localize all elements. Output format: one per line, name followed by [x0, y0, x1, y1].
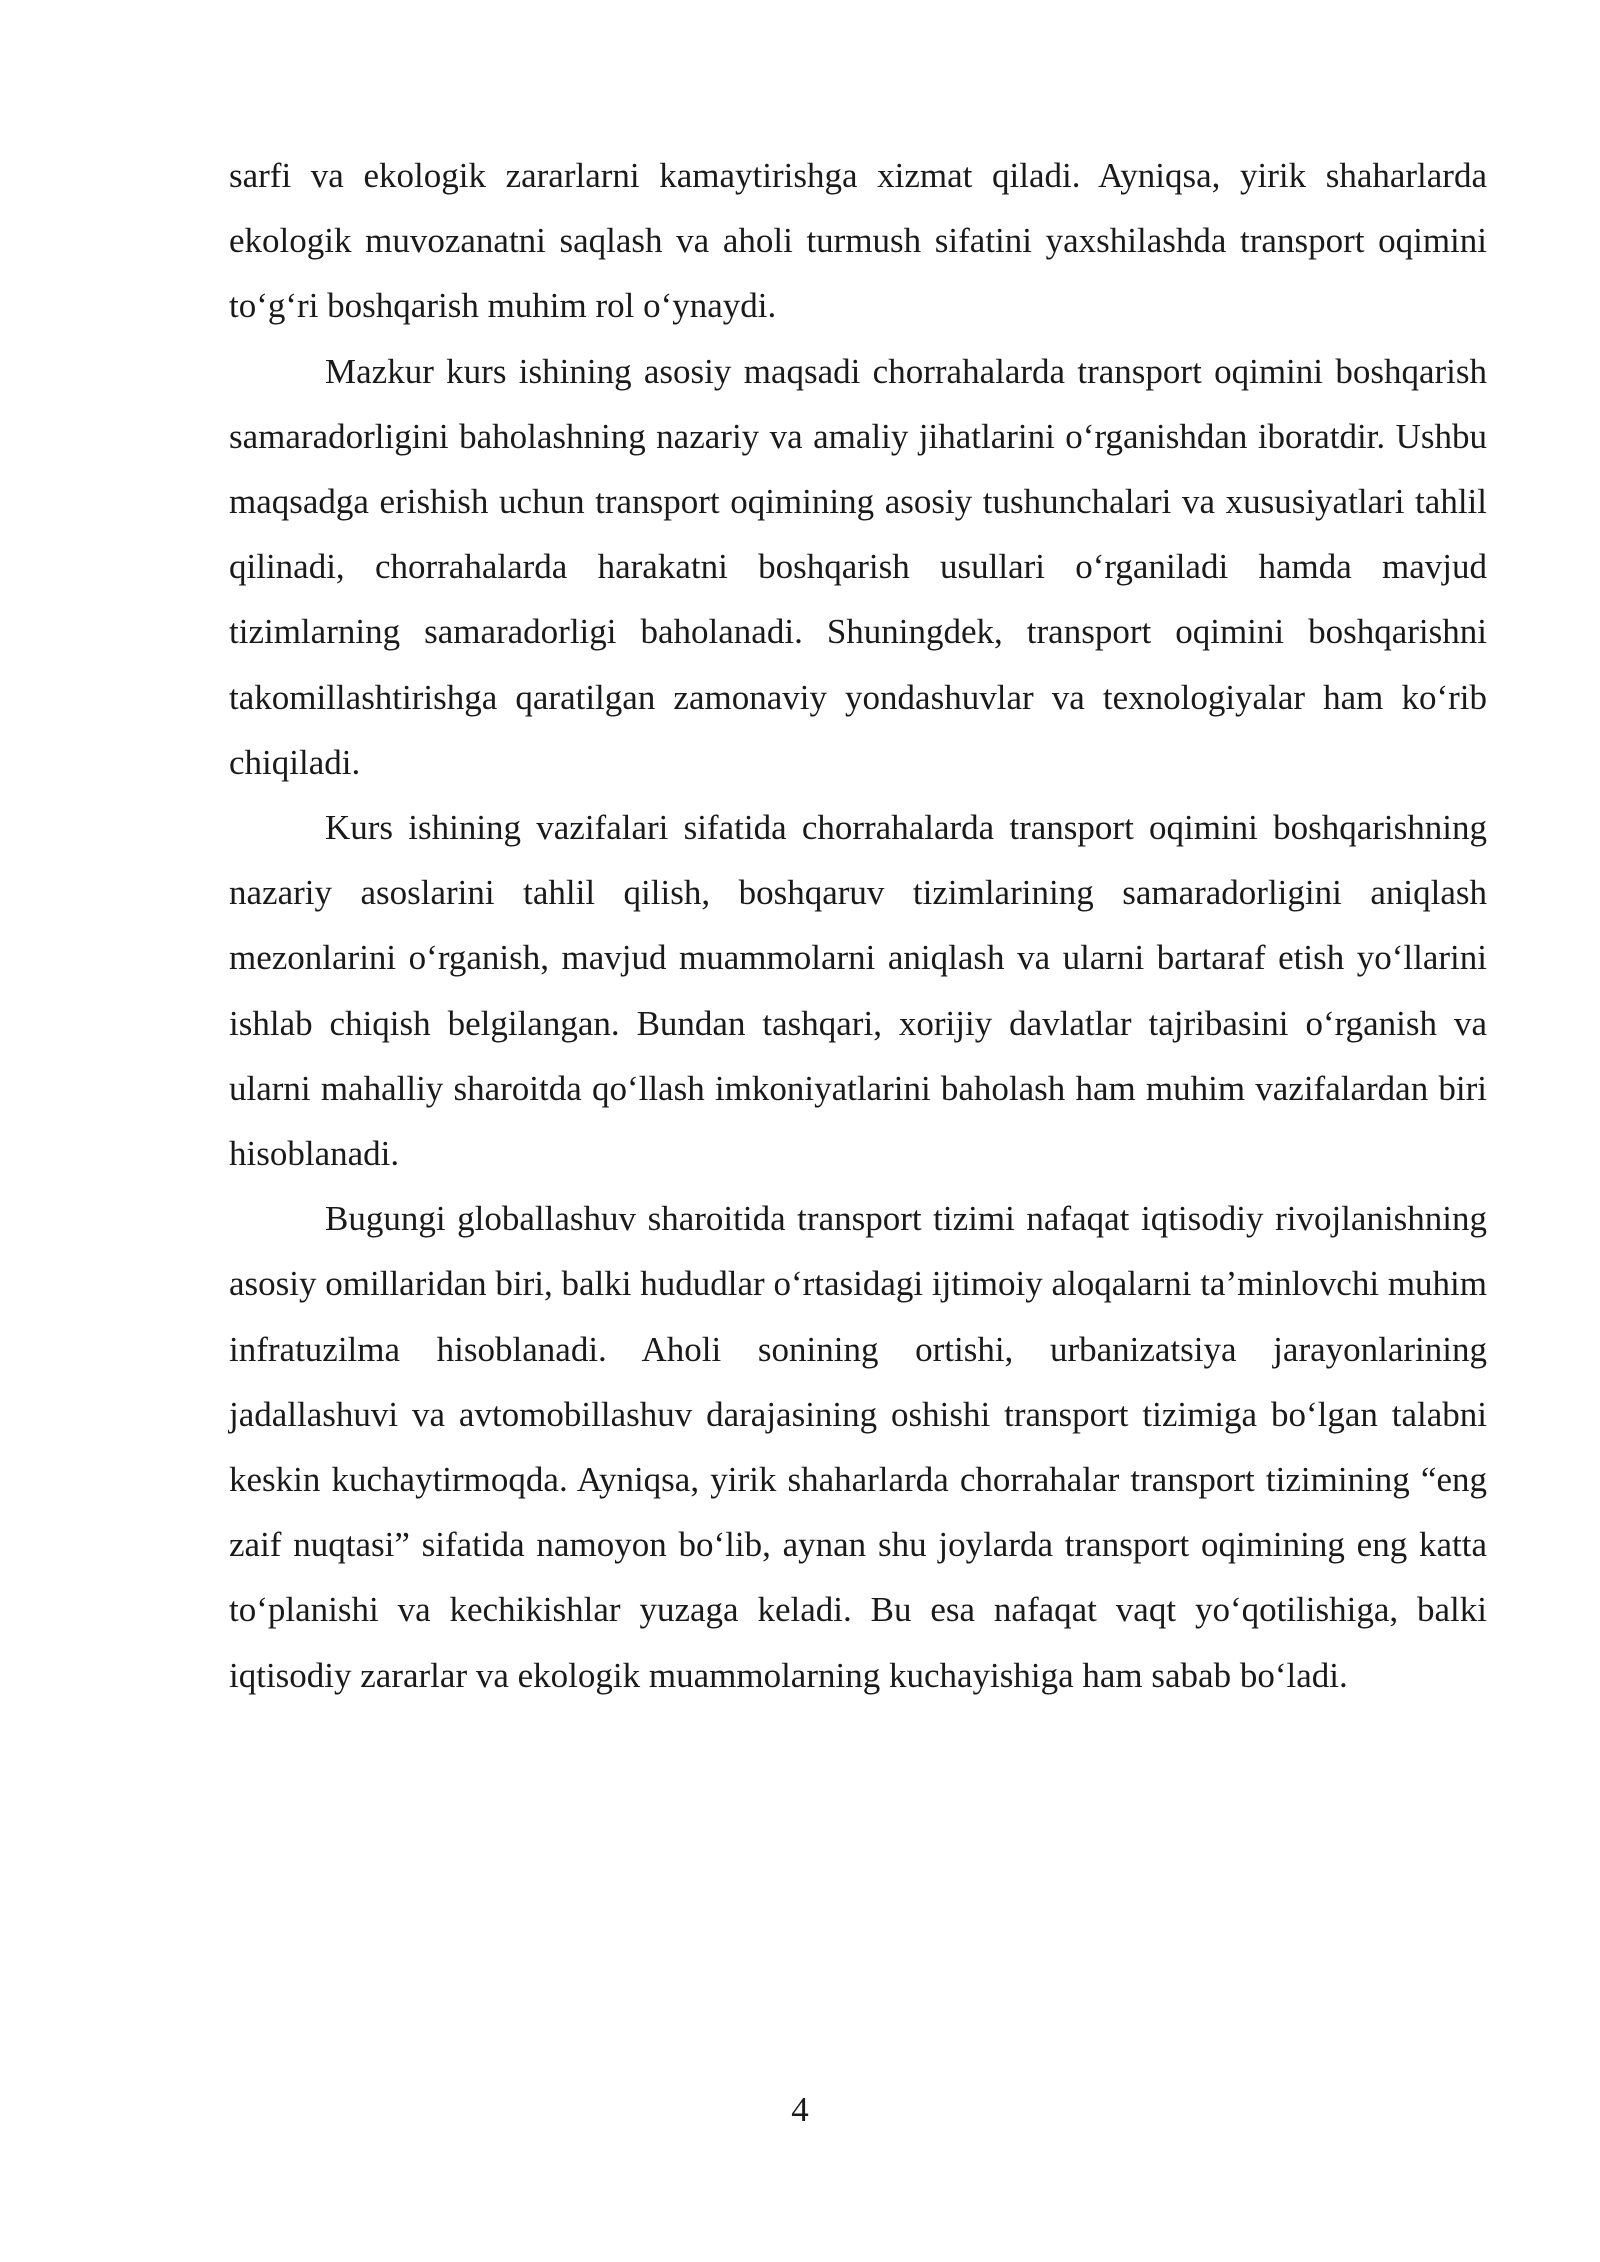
paragraph-continuation: sarfi va ekologik zararlarni kamaytirishga xizmat qiladi. Ayniqsa, yirik shaharlarda ekologik muvozanatni saqlash va aholi turmush sifatini yaxshilashda transport oqimini to‘g‘ri boshqarish muhim rol o‘ynaydi. [229, 156, 1487, 326]
page-number: 4 [791, 2090, 809, 2129]
body-text [229, 143, 1487, 1708]
paragraph-globalization: Bugungi globallashuv sharoitida transport tizimi nafaqat iqtisodiy rivojlanishning asosiy omillaridan biri, balki hududlar o‘rtasidagi ijtimoiy aloqalarni ta’minlovchi muhim infratuzilma hisoblanadi. Aholi sonining ortishi, urbanizatsiya jarayonlarining jadallashuvi va avtomobillashuv darajasining oshishi transport tizimiga bo‘lgan talabni keskin kuchaytirmoqda. Ayniqsa, yirik shaharlarda chorrahalar transport tizimining “eng zaif nuqtasi” sifatida namoyon bo‘lib, aynan shu joylarda transport oqimining eng katta to‘planishi va kechikishlar yuzaga keladi. Bu esa nafaqat vaqt yo‘qotilishiga, balki iqtisodiy zararlar va ekologik muammolarning kuchayishiga ham sabab bo‘ladi. [229, 1199, 1487, 1695]
paragraph-course-tasks: Kurs ishining vazifalari sifatida chorrahalarda transport oqimini boshqarishning nazariy asoslarini tahlil qilish, boshqaruv tizimlarining samaradorligini aniqlash mezonlarini o‘rganish, mavjud muammolarni aniqlash va ularni bartaraf etish yo‘llarini ishlab chiqish belgilangan. Bundan tashqari, xorijiy davlatlar tajribasini o‘rganish va ularni mahalliy sharoitda qo‘llash imkoniyatlarini baholash ham muhim vazifalardan biri hisoblanadi. [229, 808, 1487, 1174]
paragraph-course-goal: Mazkur kurs ishining asosiy maqsadi chorrahalarda transport oqimini boshqarish samaradorligini baholashning nazariy va amaliy jihatlarini o‘rganishdan iboratdir. Ushbu maqsadga erishish uchun transport oqimining asosiy tushunchalari va xususiyatlari tahlil qilinadi, chorrahalarda harakatni boshqarish usullari o‘rganiladi hamda mavjud tizimlarning samaradorligi baholanadi. Shuningdek, transport oqimini boshqarishni takomillashtirishga qaratilgan zamonaviy yondashuvlar va texnologiyalar ham ko‘rib chiqiladi. [229, 351, 1487, 782]
